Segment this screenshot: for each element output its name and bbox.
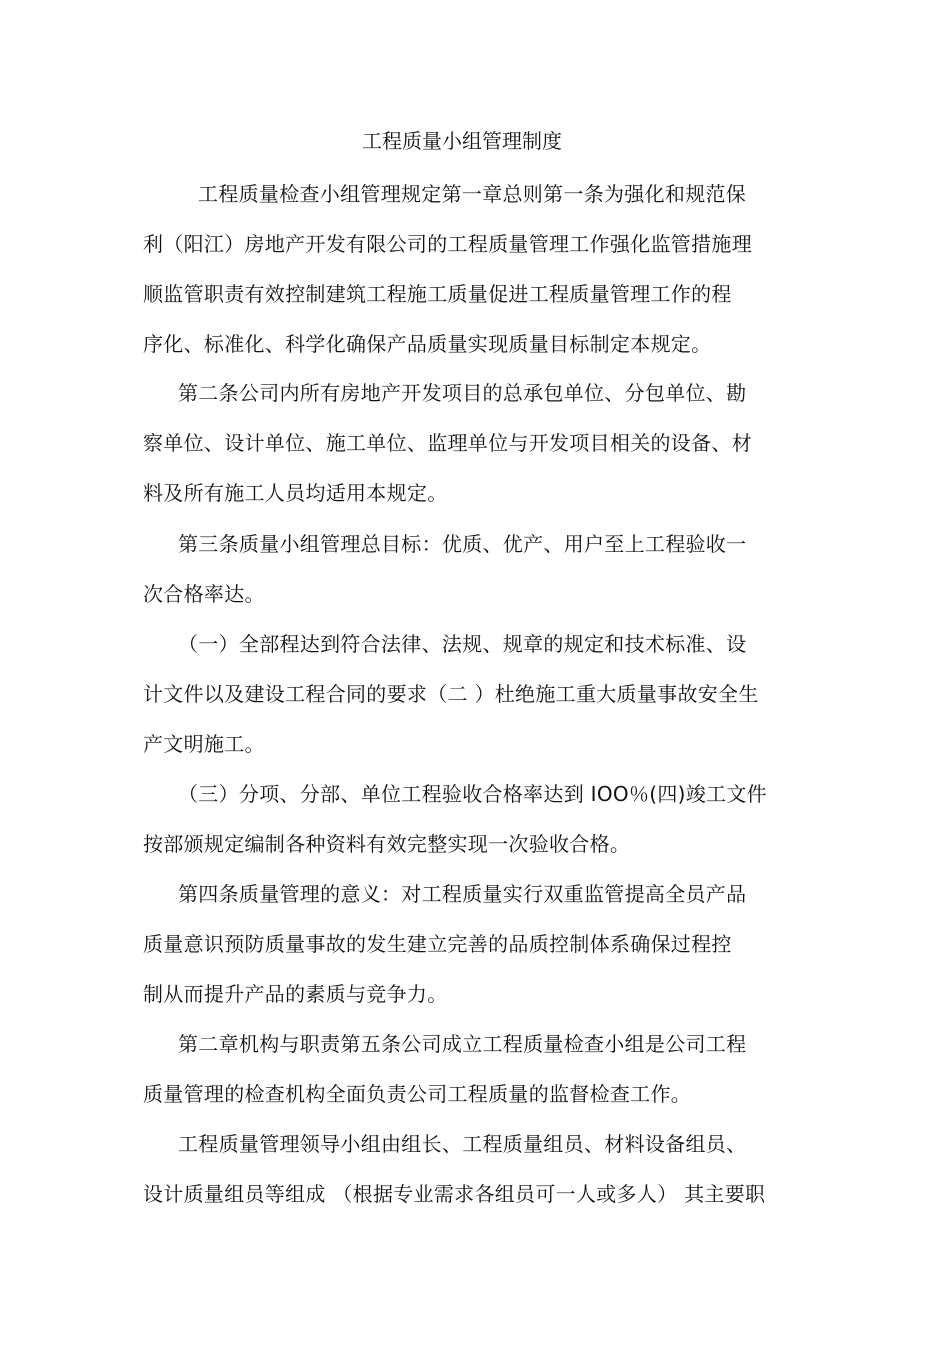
paragraph-line: 次合格率达。	[143, 582, 265, 606]
paragraph-line: 产文明施工。	[143, 732, 265, 756]
paragraph-line: 序化、标准化、科学化确保产品质量实现质量目标制定本规定。	[143, 332, 712, 356]
paragraph-line: （一）全部程达到符合法律、法规、规章的规定和技术标准、设	[178, 632, 747, 656]
paragraph-line: 第三条质量小组管理总目标：优质、优产、用户至上工程验收一	[178, 532, 747, 556]
paragraph-line: （三）分项、分部、单位工程验收合格率达到 IOO％(四)竣工文件	[178, 782, 767, 806]
paragraph-line: 第二章机构与职责第五条公司成立工程质量检查小组是公司工程	[178, 1032, 747, 1056]
paragraph-line: 工程质量管理领导小组由组长、工程质量组员、材料设备组员、	[178, 1132, 747, 1156]
paragraph-line: 第二条公司内所有房地产开发项目的总承包单位、分包单位、勘	[178, 381, 747, 405]
paragraph-line: 顺监管职责有效控制建筑工程施工质量促进工程质量管理工作的程	[143, 282, 732, 306]
paragraph-line: 工程质量检查小组管理规定第一章总则第一条为强化和规范保	[198, 182, 747, 206]
paragraph-line: 制从而提升产品的素质与竞争力。	[143, 982, 448, 1006]
paragraph-line: 设计质量组员等组成 （根据专业需求各组员可一人或多人） 其主要职	[143, 1182, 766, 1206]
paragraph-line: 质量意识预防质量事故的发生建立完善的品质控制体系确保过程控	[143, 932, 732, 956]
document-title: 工程质量小组管理制度	[362, 129, 562, 153]
paragraph-line: 第四条质量管理的意义：对工程质量实行双重监管提高全员产品	[178, 882, 747, 906]
paragraph-line: 利（阳江）房地产开发有限公司的工程质量管理工作强化监管措施理	[143, 232, 752, 256]
paragraph-line: 察单位、设计单位、施工单位、监理单位与开发项目相关的设备、材	[143, 431, 752, 455]
paragraph-line: 质量管理的检查机构全面负责公司工程质量的监督检查工作。	[143, 1082, 692, 1106]
paragraph-line: 按部颁规定编制各种资料有效完整实现一次验收合格。	[143, 832, 631, 856]
paragraph-line: 料及所有施工人员均适用本规定。	[143, 481, 448, 505]
paragraph-line: 计文件以及建设工程合同的要求（二 ）杜绝施工重大质量事故安全生	[143, 682, 759, 706]
